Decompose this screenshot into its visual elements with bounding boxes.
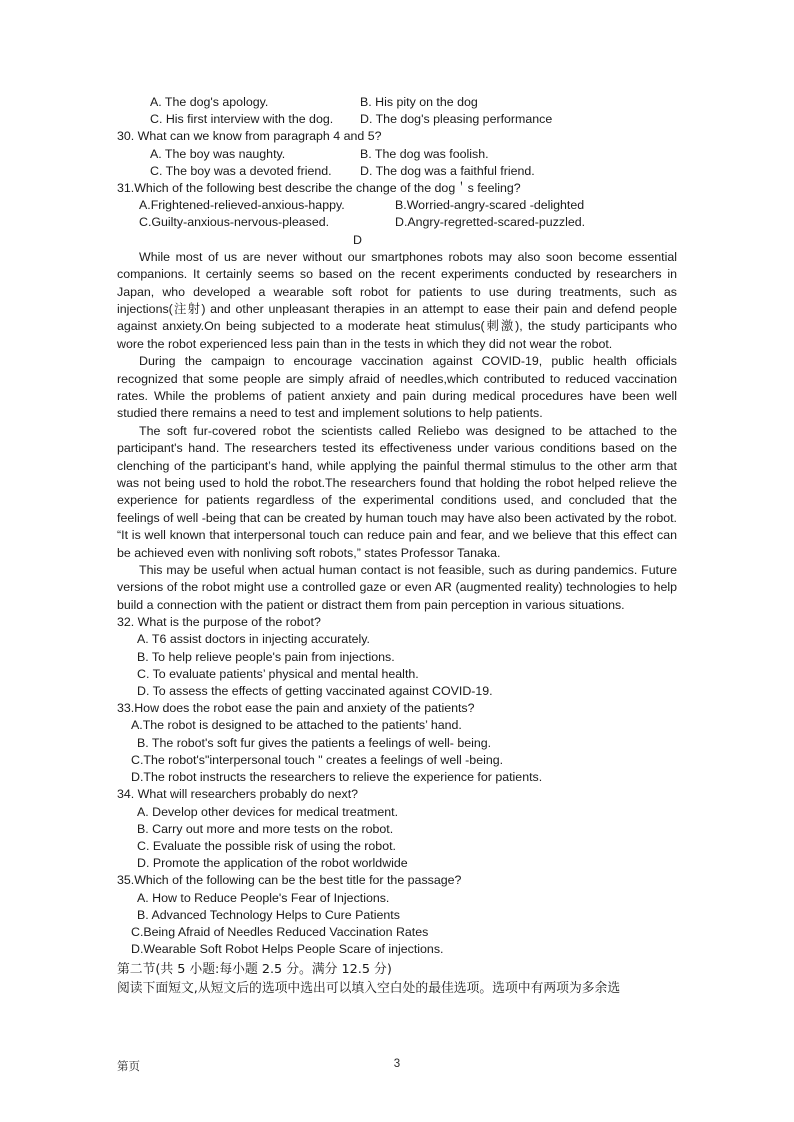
next-section-instruction: 阅读下面短文,从短文后的选项中选出可以填入空白处的最佳选项。选项中有两项为多余选 — [117, 980, 621, 996]
option-a: A. The boy was naughty. — [150, 146, 286, 161]
page-content — [117, 94, 677, 998]
question-stem-35: 35.Which of the following can be the best title for the passage? — [117, 873, 462, 888]
option-row — [117, 146, 677, 163]
passage-paragraph: This may be useful when actual human contact is not feasible, such as during pandemics. Future versions of the robot might use a controlled gaze or even AR (augmented reality) technologies to help build a connection with the patient or distract them from pain perception in various situations. — [117, 563, 677, 612]
option-d: D.Angry-regretted-scared-puzzled. — [395, 215, 586, 230]
option-c: C. Evaluate the possible risk of using the robot. — [137, 838, 396, 853]
footer-label: 第页 — [117, 1059, 140, 1073]
option-row — [117, 163, 677, 180]
option-d: D. Promote the application of the robot worldwide — [137, 856, 408, 871]
option-d: D. The dog's pleasing performance — [360, 112, 553, 127]
option-c: C. To evaluate patients’ physical and mental health. — [137, 666, 419, 681]
page-footer — [0, 1058, 794, 1082]
option-d: D.The robot instructs the researchers to relieve the experience for patients. — [131, 770, 543, 785]
option-d: D. To assess the effects of getting vaccinated against COVID-19. — [137, 684, 493, 699]
option-row — [117, 94, 677, 111]
passage-paragraph: The soft fur-covered robot the scientists called Reliebo was designed to be attached to the participant's hand. The researchers tested its effectiveness under various conditions based on the clenching of the participant’s hand, while applying the painful thermal stimulus to the other arm that was not being used to hold the robot.The researchers found that holding the robot helped relieve the experience for patients regardless of the experimental conditions used, and concluded that the feelings of well -being that can be created by human touch may have also been activated by the robot. “It is well known that interpersonal touch can reduce pain and fear, and we believe that this effect can be achieved even with nonliving soft robots,” states Professor Tanaka. — [117, 423, 677, 560]
option-b: B.Worried-angry-scared -delighted — [395, 198, 585, 213]
option-c: C. His first interview with the dog. — [150, 112, 334, 127]
option-row — [117, 111, 677, 128]
option-a: A. T6 assist doctors in injecting accurately. — [137, 632, 371, 647]
question-stem-31: 31.Which of the following best describe the change of the dog＇s feeling? — [117, 180, 521, 195]
option-a: A. The dog's apology. — [150, 95, 269, 109]
option-row — [117, 197, 677, 214]
question-stem-30: 30. What can we know from paragraph 4 and 5? — [117, 129, 382, 144]
option-c: C.Being Afraid of Needles Reduced Vaccination Rates — [131, 924, 429, 939]
passage-paragraph: During the campaign to encourage vaccination against COVID-19, public health officials recognized that some people are simply afraid of needles,which contributed to reduced vaccination rates. While the problems of patient anxiety and pain during medical procedures have been well studied there remains a need to test and implement solutions to help patients. — [117, 354, 677, 421]
passage-paragraph: While most of us are never without our smartphones robots may also soon become essential companions. It certainly seems so based on the recent experiments conducted by researchers in Japan, who developed a wearable soft robot for patients to use during treatments, such as injections(注射) and other unpleasant therapies in an attempt to ease their pain and defend people against anxiety.On being subjected to a moderate heat stimulus(刺激), the study participants who wore the robot experienced less pain than in the tests in which they did not wear the robot. — [117, 249, 677, 351]
option-a: A. How to Reduce People's Fear of Injections. — [137, 890, 390, 905]
option-b: B. To help relieve people's pain from injections. — [137, 649, 395, 664]
option-a: A. Develop other devices for medical treatment. — [137, 804, 399, 819]
option-b: B. Carry out more and more tests on the robot. — [137, 821, 394, 836]
option-row — [117, 214, 677, 231]
option-a: A.The robot is designed to be attached to the patients’ hand. — [131, 718, 462, 733]
option-c: C.The robot's"interpersonal touch " creates a feelings of well -being. — [131, 752, 504, 767]
option-b: B. Advanced Technology Helps to Cure Patients — [137, 907, 400, 922]
option-a: A.Frightened-relieved-anxious-happy. — [139, 198, 345, 213]
next-section-heading: 第二节(共 5 小题:每小题 2.5 分。满分 12.5 分) — [117, 962, 392, 978]
page-number: 3 — [393, 1058, 401, 1070]
option-c: C. The boy was a devoted friend. — [150, 163, 332, 178]
option-b: B. His pity on the dog — [360, 95, 478, 109]
question-stem-34: 34. What will researchers probably do next? — [117, 787, 359, 802]
option-b: B. The dog was foolish. — [360, 146, 489, 161]
question-stem-32: 32. What is the purpose of the robot? — [117, 615, 321, 630]
option-d: D. The dog was a faithful friend. — [360, 163, 535, 178]
option-c: C.Guilty-anxious-nervous-pleased. — [139, 215, 330, 230]
option-d: D.Wearable Soft Robot Helps People Scare of injections. — [131, 942, 444, 957]
option-b: B. The robot's soft fur gives the patients a feelings of well- being. — [137, 735, 492, 750]
passage-section-label: D — [353, 232, 362, 247]
question-stem-33: 33.How does the robot ease the pain and anxiety of the patients? — [117, 701, 475, 716]
